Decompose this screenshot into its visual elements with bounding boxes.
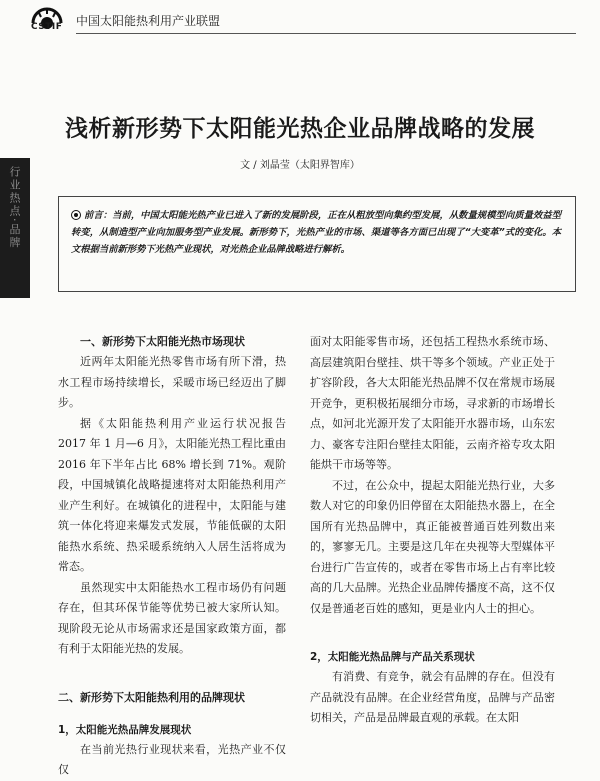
- section-heading: 二、新形势下太阳能热利用的品牌现状: [58, 690, 245, 704]
- section-heading: 一、新形势下太阳能光热市场现状: [80, 335, 245, 348]
- paragraph: 面对太阳能零售市场，还包括工程热水系统市场、高层建筑阳台壁挂、烘干等多个领域。产业正处于扩容阶段，各大太阳能光热品牌不仅在常规市场展开竞争，更积极拓展细分市场，寻求新的市场增长点，如河北光源开发了太阳能开水器市场，山东宏力、豪客专注阳台壁挂太阳能，云南齐裕专攻太阳能烘干市场等等。: [310, 335, 555, 471]
- abstract-box: [58, 196, 576, 292]
- page-header: [0, 0, 600, 40]
- subsection-heading: 2，太阳能光热品牌与产品关系现状: [310, 651, 475, 663]
- paragraph: 有消费、有竞争，就会有品牌的存在。但没有产品就没有品牌。在企业经营角度，品牌与产品密切相关，产品是品牌最直观的承载。在太阳: [310, 670, 555, 724]
- left-column: [58, 332, 286, 781]
- paragraph: 不过，在公众中，提起太阳能光热行业，大多数人对它的印象仍旧停留在太阳能热水器上，在全国所有光热品牌中，真正能被普通百姓列数出来的，寥寥无几。主要是这几年在央视等大型媒体平台进行广告宣传的，或者在零售市场上占有率比较高的几大品牌。光热企业品牌传播度不高，这不仅仅是普通老百姓的感知，更是业内人士的担心。: [310, 478, 555, 615]
- paragraph: 近两年太阳能光热零售市场有所下滑，热水工程市场持续增长，采暖市场已经迈出了脚步。: [58, 355, 286, 409]
- paragraph: 据《太阳能热利用产业运行状况报告 2017 年 1 月—6 月》，太阳能光热工程比重由 2016 年下半年占比 68% 增长到 71%。观阶段，中国城镇化战略提速将对太阳能热利用产业产生利好。在城镇化的进程中，太阳能与建筑一体化将迎来爆发式发展，节能低碳的太阳能热水系统、热采暖系统纳入人居生活将成为常态。: [58, 416, 286, 573]
- article-title: 浅析新形势下太阳能光热企业品牌战略的发展: [65, 116, 535, 142]
- side-tab-label: 行业热点·品牌: [8, 166, 21, 250]
- paragraph: 在当前光热行业现状来看，光热产业不仅仅: [58, 742, 286, 776]
- bullet-icon: [71, 210, 81, 220]
- right-column: [310, 332, 555, 729]
- paragraph: 虽然现实中太阳能热水工程市场仍有问题存在，但其环保节能等优势已被大家所认知。现阶段无论从市场需求还是国家政策方面，都有利于太阳能光热的发展。: [58, 580, 286, 655]
- header-divider: [76, 33, 576, 34]
- abstract-text: 前言：当前，中国太阳能光热产业已进入了新的发展阶段，正在从粗放型向集约型发展，从数量规模型向质量效益型转变，从制造型产业向加服务型产业发展。新形势下，光热产业的市场、渠道等各方面已出现了“大变革”式的变化。本文根据当前新形势下光热产业现状，对光热企业品牌战略进行解析。: [71, 210, 561, 255]
- logo-text: CSTIF: [31, 22, 63, 32]
- subsection-heading: 1，太阳能光热品牌发展现状: [58, 723, 192, 736]
- article-byline: 文 / 刘晶莹（太阳界智库）: [240, 160, 360, 171]
- org-name: 中国太阳能热利用产业联盟: [76, 14, 221, 28]
- section-side-tab: [0, 158, 30, 298]
